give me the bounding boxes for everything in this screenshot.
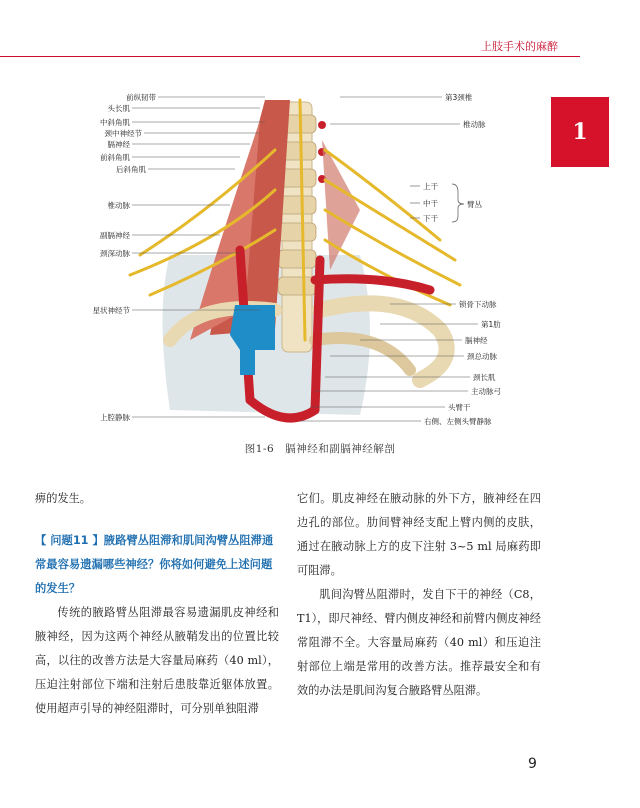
- label-superior-vena-cava: 上腔静脉: [100, 413, 130, 422]
- running-header-title: 上肢手术的麻醉: [481, 40, 558, 53]
- label-brachial-plexus: 臂丛: [467, 200, 482, 209]
- left-column: [35, 487, 279, 721]
- label-accessory-phrenic-nerve: 副膈神经: [100, 231, 130, 240]
- right-paragraph-2: 肌间沟臂丛阻滞时，发自下干的神经（C8，T1），即尺神经、臂内侧皮神经和前臂内侧皮神经常阻滞不全。大容量局麻药（40 ml）和压迫注射部位上端是常用的改善方法。推荐最安全和有效的办法是肌间沟复合腋路臂丛阻滞。: [297, 588, 541, 697]
- label-anterior-scalene: 前斜角肌: [100, 153, 130, 162]
- label-stellate-ganglion: 星状神经节: [92, 306, 130, 315]
- label-first-rib: 第1肋: [481, 320, 501, 329]
- trunks-brace: [452, 184, 464, 222]
- label-aortic-arch: 主动脉弓: [471, 387, 501, 396]
- label-c3-vertebra: 第3颈椎: [445, 93, 473, 102]
- label-deep-cervical-artery: 颈深动脉: [100, 249, 130, 258]
- anatomy-figure: [60, 80, 540, 425]
- question-heading: 【 问题11 】腋路臂丛阻滞和肌间沟臂丛阻滞通常最容易遗漏哪些神经？你将如何避免上述问题的发生？: [35, 534, 274, 595]
- left-paragraph-continued: 痹的发生。: [35, 492, 91, 505]
- label-vertebral-artery-left: 椎动脉: [107, 201, 130, 210]
- label-posterior-scalene: 后斜角肌: [116, 165, 146, 174]
- label-vertebral-artery-right: 椎动脉: [463, 120, 486, 129]
- left-paragraph-answer: 传统的腋路臂丛阻滞最容易遗漏肌皮神经和腋神经，因为这两个神经从腋鞘发出的位置比较高，以往的改善方法是大容量局麻药（40 ml），压迫注射部位下端和注射后患肢靠近躯体放置。使用超声引导的神经阻滞时，可分别单独阻滞: [35, 606, 279, 715]
- label-middle-trunk: 中干: [423, 199, 438, 208]
- label-brachiocephalic-veins: 右侧、左侧头臂静脉: [424, 417, 492, 425]
- label-upper-trunk: 上干: [423, 182, 438, 191]
- label-longus-capitis: 头长肌: [107, 104, 130, 113]
- label-phrenic-nerve-left: 膈神经: [107, 140, 130, 149]
- label-middle-scalene: 中斜角肌: [100, 118, 130, 127]
- label-lower-trunk: 下干: [423, 214, 438, 223]
- label-anterior-longitudinal-ligament: 前纵韧带: [126, 93, 156, 102]
- label-brachiocephalic-trunk: 头臂干: [448, 403, 471, 412]
- header-rule: [0, 56, 580, 57]
- chapter-tab: 1: [551, 97, 609, 167]
- label-subclavian-artery: 锁骨下动脉: [459, 300, 497, 309]
- right-paragraph-1: 它们。肌皮神经在腋动脉的外下方，腋神经在四边孔的部位。肋间臂神经支配上臂内侧的皮肤，通过在腋动脉上方的皮下注射 3~5 ml 局麻药即可阻滞。: [297, 492, 541, 577]
- figure-caption: 图1-6 膈神经和副膈神经解剖: [244, 443, 396, 455]
- label-middle-cervical-ganglion: 颈中神经节: [104, 129, 142, 138]
- label-common-carotid-artery: 颈总动脉: [467, 352, 497, 361]
- label-longus-colli: 颈长肌: [473, 373, 496, 382]
- right-column: [297, 487, 541, 703]
- label-phrenic-nerve-right: 膈神经: [465, 336, 488, 345]
- anatomy-illustration: [60, 80, 540, 425]
- page-number: 9: [528, 756, 537, 772]
